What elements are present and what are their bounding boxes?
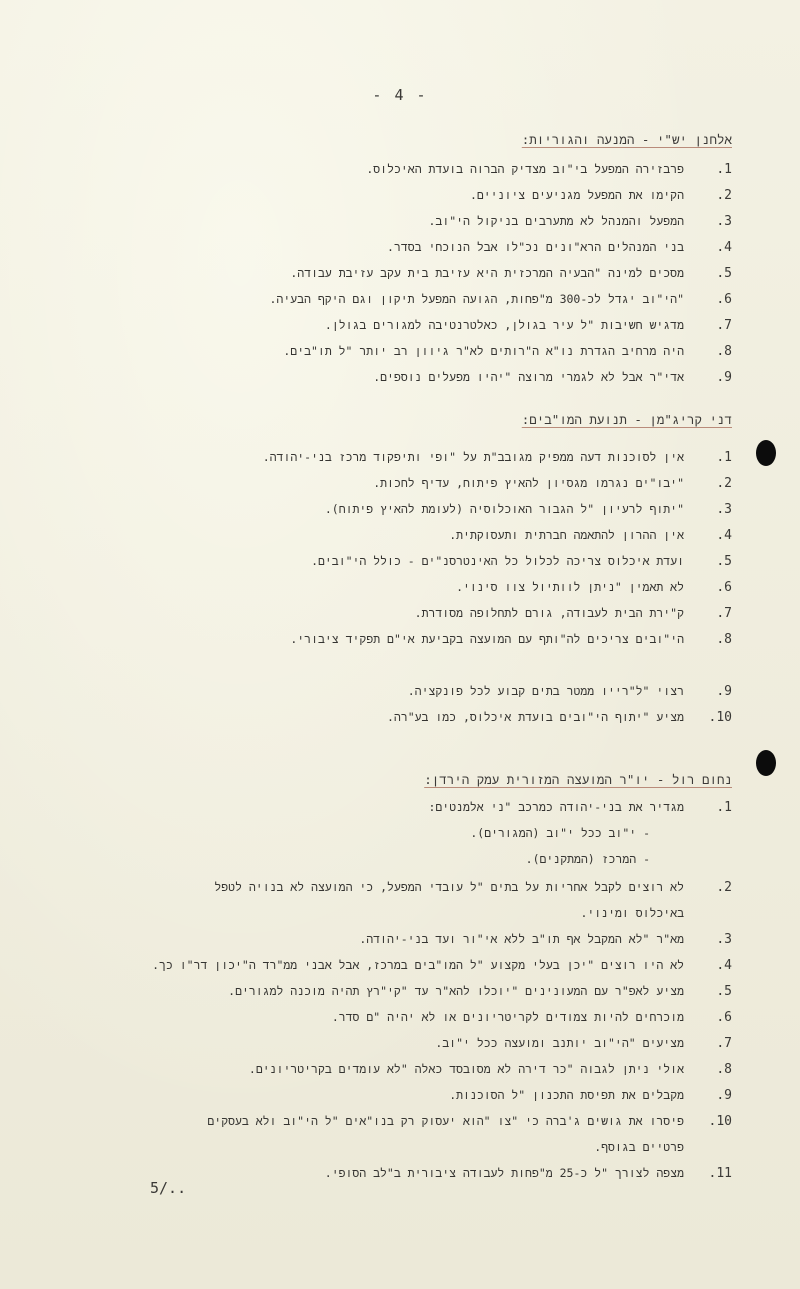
item-text: "הי"וב יגדל לכ-300 מ"פחות, הגועה המפעל תיקון וגם היקף הבעיה. xyxy=(269,292,684,306)
sub-item: - י"וב ככל י"וב (המגורים). xyxy=(470,826,650,840)
list-item xyxy=(325,1166,732,1181)
item-number: .7 xyxy=(716,1036,732,1051)
item-number: .9 xyxy=(716,370,732,385)
item-text: ועדת איכלוס צריכה לכלול כל האינטרסנ"ים - כולל הי"ובים. xyxy=(311,554,684,568)
item-text: מגדיר את בני-יהודה כמרכב "ני אלמנטים: xyxy=(428,800,684,814)
item-text: בני המנהלים הרא"ונים נכ"לו אבל הנוכחי בסדר. xyxy=(387,240,684,254)
list-item xyxy=(359,932,732,947)
list-item xyxy=(325,318,732,333)
item-number: .5 xyxy=(716,554,732,569)
item-number: .6 xyxy=(716,292,732,307)
list-item xyxy=(311,554,732,569)
item-number: .11 xyxy=(708,1166,732,1181)
list-item xyxy=(373,476,732,491)
item-number: .3 xyxy=(716,502,732,517)
page-number: - 4 - xyxy=(372,86,428,104)
list-item xyxy=(456,580,732,595)
item-text: מסכים למינה "הבעיה המרכזית היא עזיבת בית עקב עזיבת עבודה. xyxy=(290,266,684,280)
punch-hole xyxy=(756,750,776,776)
continued-page-mark: 5/.. xyxy=(150,1179,187,1197)
list-item xyxy=(283,344,732,359)
list-item xyxy=(429,214,733,229)
item-text: מדגיש חשיבות "ל עיר בגולן, כאלטרנטיבה למגורים בגולן. xyxy=(324,318,684,332)
list-item xyxy=(387,710,732,725)
item-number: .9 xyxy=(716,684,732,699)
item-text: רצוי "ל"רייו ממטר בתים קבוע לכל פונקציה. xyxy=(407,684,684,698)
item-text: "יבו"ים נגרמו מגסיון להאיץ פיתוח, עדיף לחכות. xyxy=(373,476,684,490)
list-item xyxy=(152,958,732,973)
list-item xyxy=(325,502,732,517)
item-number: .1 xyxy=(716,800,732,815)
list-item xyxy=(449,1088,732,1103)
list-item xyxy=(270,292,733,307)
section-heading-dani: דני קריג"מן - תנועת המו"בים: xyxy=(521,412,732,427)
list-item xyxy=(263,450,732,465)
punch-hole xyxy=(756,440,776,466)
item-number: .8 xyxy=(716,1062,732,1077)
list-item xyxy=(415,606,732,621)
list-item xyxy=(332,1010,732,1025)
item-text: אין לסוכנות דעה ממפיק מגובב"ת על "ופי ותיפקוד מרכז בני-יהודה. xyxy=(262,450,684,464)
item-text: מציע לאפ"ר עם המעונינים "יוכלו להא"ר עד "קי"רץ תהיה מוכנה למגורים. xyxy=(228,984,684,998)
item-text: הקימו את המפעל מגניעים ציוניים. xyxy=(469,188,684,202)
item-number: .3 xyxy=(716,932,732,947)
item-text: מציעים "הי"וב יותנב ומועצה ככל י"וב. xyxy=(435,1036,684,1050)
section-heading-nahum: נחום רול - יו"ר המועצה המזורית עמק הירדן: xyxy=(424,772,732,787)
item-text: פרבזירה המפעל בי"וב מצדיק הברוה בועדת האיכלוס. xyxy=(366,162,684,176)
item-number: .5 xyxy=(716,984,732,999)
item-number: .7 xyxy=(716,318,732,333)
item-number: .2 xyxy=(716,188,732,203)
list-item xyxy=(373,370,732,385)
item-text: לא רוצים לקבל אחריות על בתים "ל עובדי המפעל, כי המועצה לא בנויה לטפל xyxy=(214,880,684,894)
item-number: .5 xyxy=(716,266,732,281)
item-number: .6 xyxy=(716,1010,732,1025)
list-item xyxy=(408,684,732,699)
item-continuation: פרטיים בגוסף. xyxy=(594,1140,684,1154)
section-heading-elhanan: אלחנן יש"י - המנעה והגוריות: xyxy=(521,132,732,147)
item-text: הי"ובים צריכים לה"ותף עם המועצה בקביעת אי"ם תפקיד ציבורי. xyxy=(290,632,684,646)
list-item xyxy=(290,632,732,647)
item-text: מקבלים את תפיסת התכנון "ל הסוכנות. xyxy=(449,1088,684,1102)
item-number: .4 xyxy=(716,528,732,543)
list-item xyxy=(214,880,732,895)
item-number: .4 xyxy=(716,958,732,973)
item-text: מצפה לצורך "ל כ-25 מ"פחות לעבודה ציבורית ב"לב הסופי. xyxy=(324,1166,684,1180)
item-number: .4 xyxy=(716,240,732,255)
item-number: .8 xyxy=(716,344,732,359)
item-text: לא היו רוצים "יכן בעלי מקצוע "ל המו"בים במרכז, אבל אבני ממ"רד ה"יכון דר"ו כך. xyxy=(152,958,684,972)
item-text: לא תאמין "ניתן לוותיול צוו סינוי. xyxy=(456,580,684,594)
item-number: .9 xyxy=(716,1088,732,1103)
list-item xyxy=(435,1036,732,1051)
item-number: .2 xyxy=(716,476,732,491)
list-item xyxy=(228,984,732,999)
item-text: אין ההרון להתאמה חברתית ותעסוקתית. xyxy=(449,528,684,542)
list-item xyxy=(428,800,732,815)
item-text: ק"ירת הבית לעבודה, גורם לתחלופה מסודרת. xyxy=(414,606,684,620)
item-text: מוכרחים להיות צמודים לקריטריונים או לא יהיה "ם סדר. xyxy=(331,1010,684,1024)
item-text: מציע "יתוף הי"ובים בועדת איכלוס, כמו בע"רה. xyxy=(387,710,684,724)
sub-item: - המרכז (המתקנים). xyxy=(525,852,650,866)
list-item xyxy=(290,266,732,281)
item-number: .2 xyxy=(716,880,732,895)
item-text: מא"ר "לא המקבל אף תו"ב ללא אי"ור ועד בני-יהודה. xyxy=(359,932,684,946)
item-text: אדי"ר אבל לא לגמרי מרוצה "יהיו מפעלים נוספים. xyxy=(373,370,684,384)
item-number: .1 xyxy=(716,162,732,177)
item-number: .10 xyxy=(708,1114,732,1129)
item-number: .3 xyxy=(716,214,732,229)
list-item xyxy=(449,528,732,543)
item-number: .7 xyxy=(716,606,732,621)
item-continuation: באיכלוס ומינוי. xyxy=(580,906,684,920)
item-text: אולי ניתן לגבוה "כר דירה לא מסובסד כאלה "לא עומדים בקריטריונים. xyxy=(248,1062,684,1076)
item-text: "יתוף לרעיון "ל הגבור האוכלוסיה (לעומת להאיץ פיתוח). xyxy=(324,502,684,516)
list-item xyxy=(470,188,732,203)
item-number: .6 xyxy=(716,580,732,595)
list-item xyxy=(387,240,732,255)
item-number: .8 xyxy=(716,632,732,647)
item-text: פיסרו את גושים ג'ברה כי "צו "הוא יעסוק רק בנו"אים "ל הי"וב ולא בעסקים xyxy=(207,1114,684,1128)
item-number: .10 xyxy=(708,710,732,725)
list-item xyxy=(366,162,732,177)
item-text: היה מרחיב הגדרת נו"א ה"רותים לא"ר גיוון רב יותר "ל תו"בים. xyxy=(283,344,684,358)
list-item xyxy=(207,1114,732,1129)
list-item xyxy=(249,1062,732,1077)
item-text: המפעל והמנהל לא מתערבים בניקול הי"וב. xyxy=(428,214,684,228)
item-number: .1 xyxy=(716,450,732,465)
